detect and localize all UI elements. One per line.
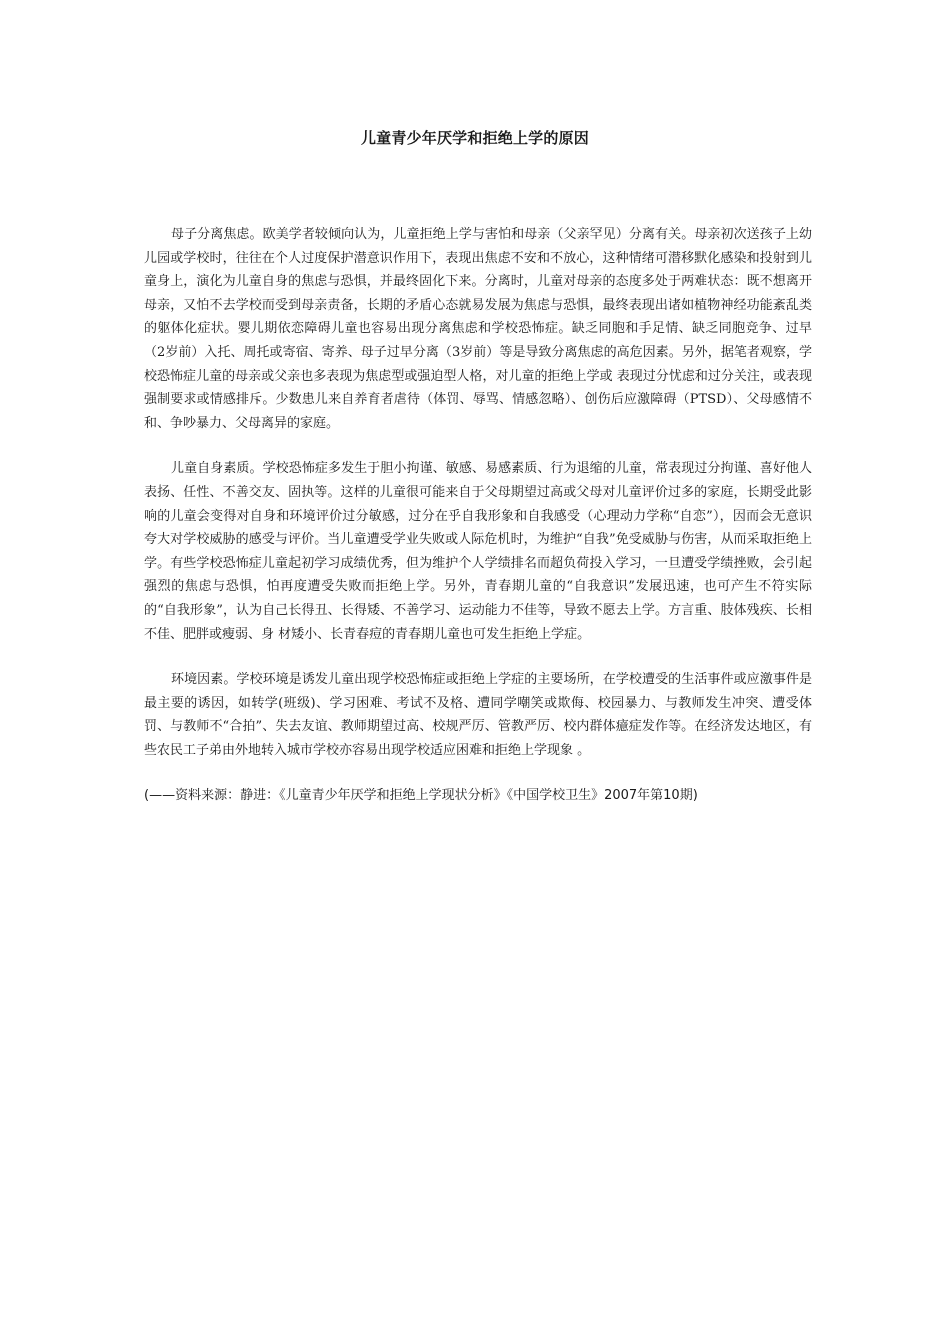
paragraph-environment-factors: 环境因素。学校环境是诱发儿童出现学校恐怖症或拒绝上学症的主要场所，在学校遭受的生活事件或应激事件是最主要的诱因，如转学(班级)、学习困难、考试不及格、遭同学嘲笑或欺侮、校园暴力、与教师发生冲突、遭受体罚、与教师不“合拍”、失去友谊、教师期望过高、校规严厉、管教严厉、校内群体癔症发作等。在经济发达地区，有些农民工子弟由外地转入城市学校亦容易出现学校适应困难和拒绝上学现象 。 [144, 672, 812, 758]
document-title: 儿童青少年厌学和拒绝上学的原因 [360, 129, 589, 147]
paragraph-separation-anxiety: 母子分离焦虑。欧美学者较倾向认为，儿童拒绝上学与害怕和母亲（父亲罕见）分离有关。母亲初次送孩子上幼儿园或学校时，往往在个人过度保护潜意识作用下，表现出焦虑不安和不放心，这种情绪可潜移默化感染和投射到儿童身上，演化为儿童自身的焦虑与恐惧，并最终固化下来。分离时，儿童对母亲的态度多处于两难状态：既不想离开母亲，又怕不去学校而受到母亲责备，长期的矛盾心态就易发展为焦虑与恐惧，最终表现出诸如植物神经功能紊乱类的躯体化症状。婴儿期依恋障碍儿童也容易出现分离焦虑和学校恐怖症。缺乏同胞和手足情、缺乏同胞竞争、过早（2岁前）入托、周托或寄宿、寄养、母子过早分离（3岁前）等是导致分离焦虑的高危因素。另外，据笔者观察，学校恐怖症儿童的母亲或父亲也多表现为焦虑型或强迫型人格，对儿童的拒绝上学或 表现过分忧虑和过分关注，或表现强制要求或情感排斥。少数患儿来自养育者虐待（体罚、辱骂、情感忽略）、创伤后应激障碍（PTSD）、父母感情不和、争吵暴力、父母离异的家庭。 [144, 227, 812, 431]
source-citation: (——资料来源：静进：《儿童青少年厌学和拒绝上学现状分析》《中国学校卫生》2007年第10期) [144, 788, 698, 804]
paragraph-child-temperament: 儿童自身素质。学校恐怖症多发生于胆小拘谨、敏感、易感素质、行为退缩的儿童，常表现过分拘谨、喜好他人表扬、任性、不善交友、固执等。这样的儿童很可能来自于父母期望过高或父母对儿童评价过多的家庭，长期受此影响的儿童会变得对自身和环境评价过分敏感，过分在乎自我形象和自我感受（心理动力学称“自恋”），因而会无意识夸大对学校威胁的感受与评价。当儿童遭受学业失败或人际危机时，为维护“自我”免受威胁与伤害，从而采取拒绝上学。有些学校恐怖症儿童起初学习成绩优秀，但为维护个人学绩排名而超负荷投入学习，一旦遭受学绩挫败，会引起强烈的焦虑与恐惧，怕再度遭受失败而拒绝上学。另外，青春期儿童的“自我意识”发展迅速，也可产生不符实际的“自我形象”，认为自己长得丑、长得矮、不善学习、运动能力不佳等，导致不愿去上学。方言重、肢体残疾、长相不佳、肥胖或瘦弱、身 材矮小、长青春痘的青春期儿童也可发生拒绝上学症。 [144, 461, 812, 642]
document-body [144, 223, 812, 807]
